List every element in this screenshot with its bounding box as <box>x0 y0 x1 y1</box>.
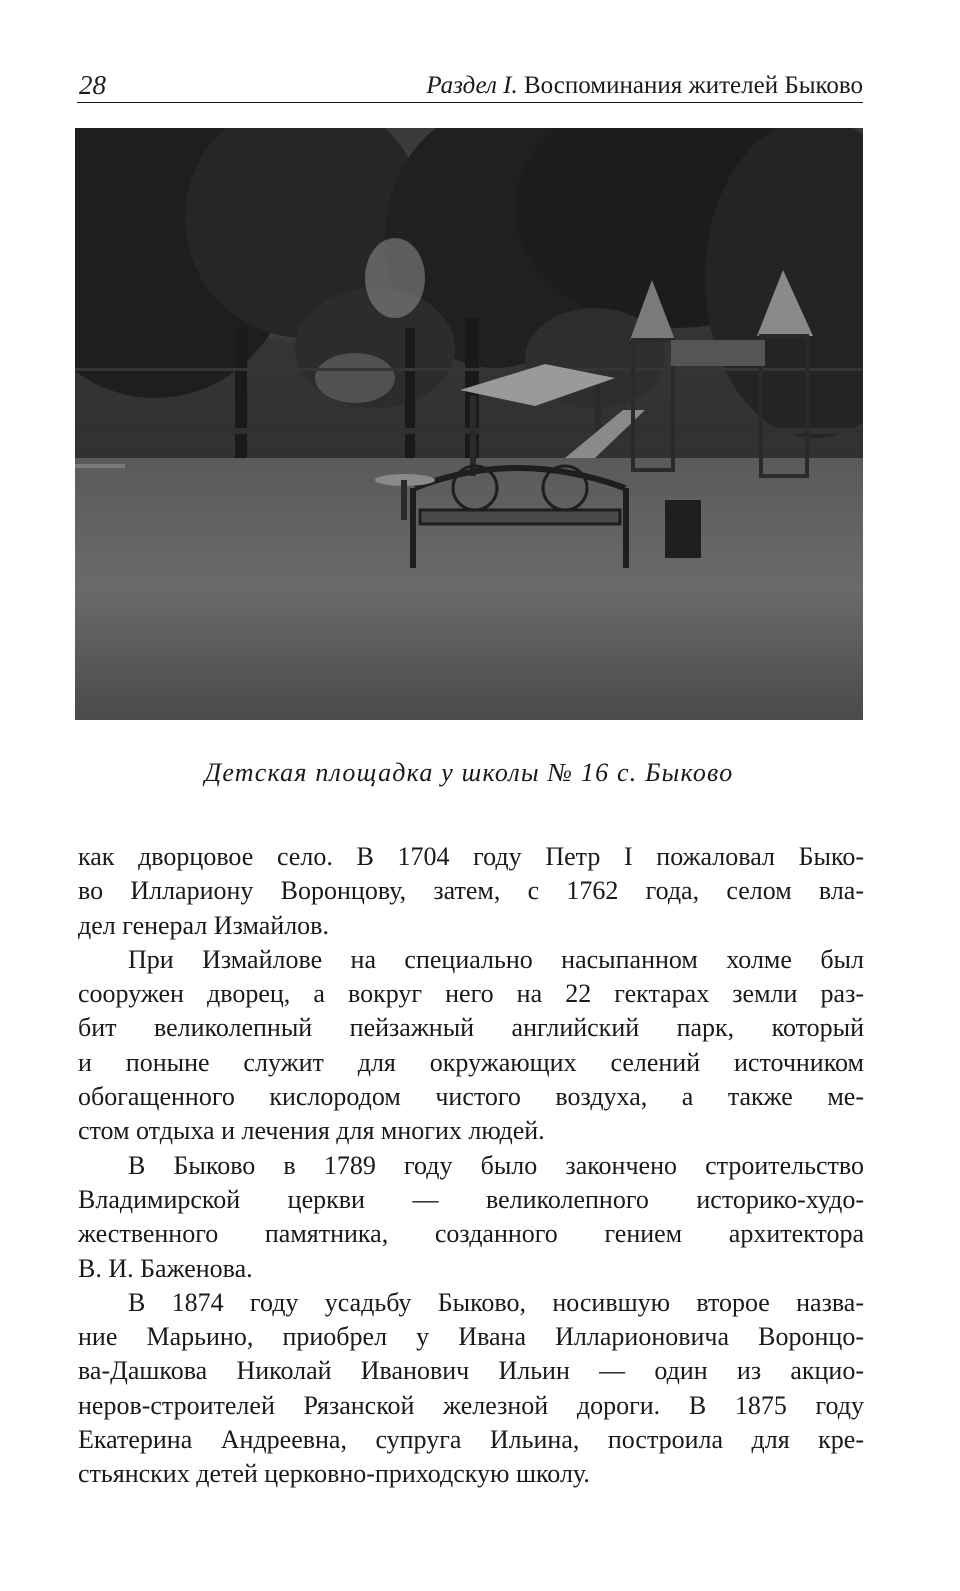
running-header <box>77 66 863 103</box>
text-line: стом отдыха и лечения для многих людей. <box>78 1116 545 1146</box>
text-line: бит великолепный пейзажный английский парк, который <box>78 1013 864 1043</box>
text-line: В 1874 году усадьбу Быково, носившую второе назва- <box>128 1287 864 1317</box>
text-line: ва-Дашкова Николай Иванович Ильин — один из акцио- <box>78 1356 864 1386</box>
text-line: ние Марьино, приобрел у Ивана Илларионовича Воронцо- <box>78 1322 864 1352</box>
text-line: стьянских детей церковно-приходскую школу. <box>78 1459 590 1489</box>
text-line: В Быково в 1789 году было закончено строительство <box>128 1150 864 1180</box>
text-line: как дворцовое село. В 1704 году Петр I пожаловал Быко- <box>78 842 864 871</box>
running-head-title <box>426 72 863 100</box>
chapter-title: Воспоминания жителей Быково <box>517 72 863 99</box>
text-line: В. И. Баженова. <box>78 1253 253 1283</box>
text-line: При Измайлове на специально насыпанном холме был <box>128 944 864 974</box>
text-line: дел генерал Измайлов. <box>78 910 329 940</box>
page-number: 28 <box>79 70 106 100</box>
text-line: и поныне служит для окружающих селений источником <box>78 1047 864 1077</box>
text-line: Екатерина Андреевна, супруга Ильина, построила для кре- <box>78 1425 864 1455</box>
photo-caption: Детская площадка у школы № 16 с. Быково <box>204 758 734 787</box>
text-line: жественного памятника, созданного гением архитектора <box>78 1219 864 1249</box>
body-text <box>78 840 864 1492</box>
text-line: сооружен дворец, а вокруг него на 22 гектарах земли раз- <box>78 979 864 1009</box>
playground-photo-image <box>75 128 863 720</box>
section-label: Раздел I. <box>426 72 518 99</box>
text-line: Владимирской церкви — великолепного историко-худо- <box>78 1184 864 1214</box>
text-line: обогащенного кислородом чистого воздуха, а также ме- <box>78 1082 864 1112</box>
text-line: во Иллариону Воронцову, затем, с 1762 года, селом вла- <box>78 876 864 906</box>
playground-photo <box>75 128 863 720</box>
text-line: неров-строителей Рязанской железной дороги. В 1875 году <box>78 1390 864 1420</box>
